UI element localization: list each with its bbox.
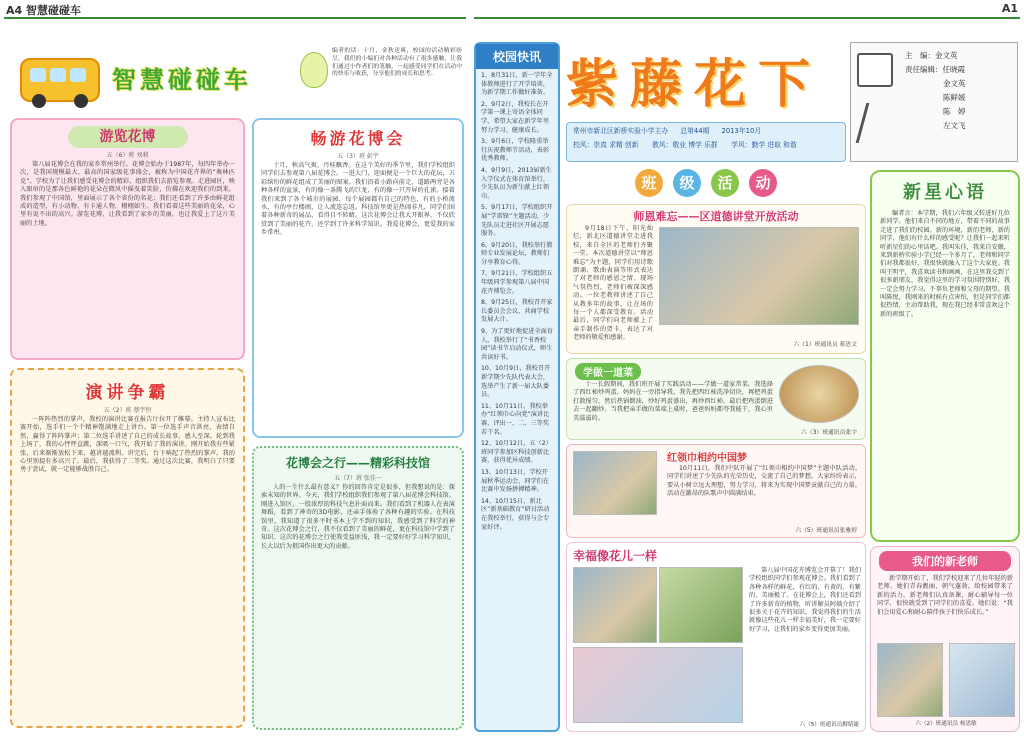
xiaoyuan-column — [474, 42, 560, 732]
banji-banner — [566, 166, 846, 200]
xinxing-article — [870, 170, 1020, 542]
banner — [20, 38, 320, 108]
xiaoyuan-item: 12、10月12日，五（2）班同学参加区科技创新比赛，获得优异成绩。 — [481, 440, 552, 465]
credits-box — [850, 42, 1018, 162]
left-page-header: A4 智慧碰碰车 — [6, 4, 81, 17]
xinlaoshi-caption: 六（2）班通讯员 杨思敏 — [915, 720, 977, 727]
xinxing-title: 新星心语 — [903, 182, 987, 203]
xiaoyuan-item: 9、为了更好地促进全面育人，我校举行了“书香校园”读书节启动仪式，师生共读好书。 — [481, 328, 553, 361]
banji-title — [635, 169, 777, 197]
xingfu-photo-2 — [659, 567, 743, 643]
article-youlan — [10, 118, 245, 360]
xingfu-article — [566, 542, 866, 732]
xiaoyuan-item: 3、9月6日，学校隆重举行庆祝教师节活动，表彰优秀教师。 — [481, 138, 550, 163]
xiaoyuan-item: 4、9月9日，2013届新生入学仪式在体育馆举行，少先队员为新生献上红领巾。 — [481, 166, 552, 200]
xingfu-photo-3 — [573, 647, 743, 723]
xinlaoshi-photo-2 — [949, 643, 1015, 717]
credits-editor-1: 金文英 — [943, 79, 966, 88]
banji-title-char: 动 — [749, 169, 777, 197]
banner-title: 智慧碰碰车 — [112, 66, 252, 94]
xinlaoshi-article — [870, 546, 1020, 732]
xiaoyuan-item: 8、9月25日，我校召开家长委员会会议，共商学校发展大计。 — [481, 299, 553, 324]
article-youlan-body: 第八届花博会在我的家乡常州举行。花博会始办于1987年，每四年举办一次，是我国规模最大、最高的国家级花事盛会，被称为中国花卉界的“奥林匹克”。学校为了让我们感受花博会的精彩，组织我们去游览参观。走进园区，映入眼帘的是那各色鲜艳的花朵在微风中摇曳着笑脸，仿佛在欢迎我们的到来。我们参观了中国馆，里面展示了各个省份的名花；我们还看到了许多由鲜花组成的造型，有小动物、有卡通人物，栩栩如生。我们看着这些美丽的花朵，心里有说不出的高兴。游览花博，让我看到了家乡的美丽，也让我爱上了这片美丽的土地。 — [20, 161, 235, 227]
hongqi-article — [566, 444, 866, 538]
article-huabo-keji — [252, 446, 464, 730]
article-huabo-keji-title: 花博会之行——精彩科技馆 — [285, 456, 430, 470]
xiaoyuan-item: 14、10月15日，新北区“新基础教育”研讨活动在我校举行，获得与会专家好评。 — [481, 497, 550, 531]
xiaoyuan-item: 6、9月20日，我校举行教师专业发展论坛，教师们分享教育心得。 — [481, 241, 553, 266]
article-huabo-keji-body: 人的一生什么最有意义？你的回答肯定是很多，但我想说的是：探索未知的世界。今天，我们学校组织我们参观了第八届花博会科技馆。刚进入馆区，一股浓厚的科技气息扑面而来。我们看到了机器人在表演舞蹈，看到了神奇的3D电影，还亲手体验了各种有趣的实验。在科技馆里，我知道了很多平时书本上学不到的知识，我感受到了科学的神奇。这次花博会之行，我不仅看到了美丽的鲜花，更在科技馆中学到了知识。这次的花博会之行使我受益匪浅，我一定要好好学习科学知识，长大以后为祖国作出更大的贡献。 — [261, 484, 455, 550]
masthead-date: 2013年10月 — [721, 127, 762, 135]
credits-chief-name: 金文英 — [935, 51, 958, 60]
hongqi-title: 红领巾相约中国梦 — [667, 453, 747, 464]
hongqi-photo — [573, 451, 657, 515]
article-changyou-byline: 五（3）班 彭宇 — [337, 153, 379, 160]
egg-mascot-icon — [300, 52, 328, 88]
shien-photo — [659, 227, 859, 325]
article-changyou-title: 畅游花博会 — [310, 129, 406, 148]
masthead-title: 紫藤花下 — [566, 54, 823, 115]
credits-chief-label: 主 编： — [905, 51, 935, 60]
article-youlan-byline: 五（6）班 刘莉 — [106, 152, 149, 159]
credits-editor-label: 责任编辑： — [905, 65, 943, 74]
xiaoyuan-item: 5、9月17日，学校组织开展“学雷锋”主题活动，少先队员走进社区开展志愿服务。 — [481, 204, 553, 238]
xiaoyuan-item: 1、8月31日，新一学年全体教师进行了开学培训，为新学期工作做好准备。 — [481, 72, 553, 97]
banji-title-char: 班 — [635, 169, 663, 197]
masthead-issue: 总第44期 — [680, 127, 710, 135]
xiaoyuan-item: 7、9月21日，学校组织五年级同学参观第八届中国花卉博览会。 — [481, 270, 553, 295]
masthead-info-bar — [566, 122, 846, 162]
hongqi-body: 10月11日，我们中队开展了“红领巾相约中国梦”主题中队活动。同学们讲述了少先队的光荣历史，交流了自己的梦想。大家纷纷表示，要从小树立远大理想，努力学习，将来为实现中国梦贡献自己的力量。活动在激昂的队歌声中圆满结束。 — [667, 465, 861, 498]
xuezuo-photo — [779, 365, 859, 423]
xinxing-body: 编者言：本学期，我们六年级又转进好几位新同学。他们来自不同的地方，带着不同的故事走进了我们的校园。新的环境，新的老师，新的同学，他们有什么样的感受呢？让我们一起来听听新星们的心里话吧。我叫朱佳，我来自安徽，来到新桥实验小学已经一个多月了，老师和同学们对我都很好，我很快就融入了这个大家庭。我叫王明宇，我喜欢读书和画画，在这里我交到了很多新朋友，我觉得这里的学习氛围特别好，我一定会努力学习，不辜负老师和父母的期望。我叫陈悦，我刚来的时候有点害怕，但是同学们都很热情，主动帮助我，现在我已经非常喜欢这个新的班级了。 — [880, 210, 1010, 318]
xuezuo-article — [566, 358, 866, 440]
bus-illustration-icon — [20, 58, 100, 102]
masthead — [566, 42, 846, 162]
xinlaoshi-photo-1 — [877, 643, 943, 717]
credits-editor-2: 陈鲜媛 — [943, 93, 966, 102]
banji-title-char: 级 — [673, 169, 701, 197]
article-youlan-title: 游览花博 — [68, 126, 188, 148]
credits-editor-4: 左文飞 — [943, 121, 966, 130]
banner-intro-box — [300, 48, 465, 120]
article-huabo-keji-byline: 五（7）班 张佳一 — [334, 475, 382, 482]
xuezuo-body: 十一长假期间，我们班开展了实践活动——学做一道家常菜。我选择了西红柿炒鸡蛋，妈妈在一旁指导我。我先把西红柿洗净切块，再把鸡蛋打散搅匀，然后热锅倒油，炒好鸡蛋盛出，再炒西红柿，最后把鸡蛋倒进去一起翻炒。当我把亲手做的菜端上桌时，爸爸妈妈都夸我能干，我心里美滋滋的。 — [573, 381, 773, 422]
xingfu-title: 幸福像花儿一样 — [573, 549, 658, 563]
xiaoyuan-item: 13、10月13日，学校开展秋季运动会，同学们在比赛中发扬拼搏精神。 — [481, 468, 550, 494]
credits-editor-3: 陈 婷 — [943, 107, 966, 116]
left-page — [0, 0, 470, 739]
right-header-rule — [474, 17, 1020, 19]
article-changyou — [252, 118, 464, 438]
xinlaoshi-body: 新学期开始了，我们学校迎来了几位年轻的新老师。她们青春靓丽、朝气蓬勃，给校园带来了新的活力。新老师们认真备课，耐心辅导每一位同学，很快就受到了同学们的喜爱。她们说：“我们会用爱心和耐心陪伴孩子们快乐成长。” — [877, 575, 1013, 616]
xiaoyuan-title: 校园快讯 — [476, 44, 558, 69]
xuezuo-byline: 六（3）班通讯员张宇 — [801, 429, 857, 436]
xingfu-body: 第八届中国花卉博览会开幕了！我们学校组织同学们参观花博会。我们看到了各种各样的鲜花，有红的、有黄的、有紫的，美丽极了。在花博会上，我们还看到了许多新奇的植物，听讲解员阿姨介绍了很多关于花卉的知识。我觉得我们的生活就像这些花儿一样幸福美好，我一定要好好学习，让我们的家乡变得更加美丽。 — [749, 567, 861, 633]
hongqi-byline: 六（5）班通讯员张雅婷 — [795, 527, 857, 534]
article-yanjiang-title: 演讲争霸 — [85, 383, 170, 403]
article-yanjiang-body: 一阵阵热烈的掌声，我校的演讲比赛在报告厅拉开了帷幕。主持人宣布比赛开始，选手们一个个精神饱满地走上讲台。第一位选手声音洪亮，表情自然，赢得了阵阵掌声；第二位选手讲述了自己的成长故事，感人至深。轮到我上场了，我的心怦怦直跳，深吸一口气，我开始了我的演讲。刚开始我有些紧张，后来渐渐放松下来，越讲越流利。讲完后，台下响起了热烈的掌声，我的心里别提有多高兴了。最后，我获得了二等奖。通过这次比赛，我明白了只要勇于尝试，就一定能够战胜自己。 — [20, 416, 235, 474]
xiaoyuan-item: 2、9月2日，我校长在开学第一课上寄语全体同学，希望大家在新学年里努力学习、健康成长。 — [481, 100, 550, 134]
shien-title: 师恩难忘——区道德讲堂开放活动 — [633, 210, 799, 223]
shien-body: 9月18日下午，阳光灿烂，新北区道德讲堂走进我校，来自全区的老师们齐聚一堂。本次道德讲堂以“师恩难忘”为主题，同学们用诗歌朗诵、歌曲表演等形式表达了对老师的感恩之情。现场气氛热烈，老师们被深深感动。一位老教师讲述了自己从教多年的故事，让在场的每一个人都深受教育。活动最后，同学们向老师献上了亲手制作的贺卡，表达了对老师的敬爱和感谢。 — [573, 225, 653, 342]
xiaoyuan-item: 10、10月9日，我校召开新学期少先队代表大会，选举产生了新一届大队委员。 — [481, 365, 551, 399]
masthead-school: 常州市新北区新桥实验小学主办 — [573, 127, 669, 135]
xinlaoshi-title: 我们的新老师 — [879, 551, 1011, 571]
left-header-rule — [4, 17, 466, 19]
banji-title-char: 活 — [711, 169, 739, 197]
article-yanjiang-byline: 五（2）班 蔡宇恒 — [103, 407, 152, 414]
article-changyou-body: 十月，秋高气爽，丹桂飘香。在这个美好的季节里，我们学校组织同学们去参观第八届花博会。一进大门，迎面便是一个巨大的花坛，五彩缤纷的鲜花组成了美丽的图案。我们沿着小路向前走，道路两旁是各种各样的盆景，有的像一条腾飞的巨龙，有的像一只开屏的孔雀。接着我们来到了各个城市的展园，每个展园都有自己的特色，有的小桥流水，有的亭台楼阁，让人流连忘返。科技馆里更是热闹非凡，同学们围着各种新奇的展品，看得目不转睛。这次花博会让我大开眼界，不仅欣赏到了美丽的花卉，还学到了许多科学知识。我爱花博会，更爱我的家乡常州。 — [261, 162, 455, 237]
masthead-motto: 校风：崇真 求精 创新 教风：敬业 博学 乐群 学风：勤学 进取 和谐 — [573, 141, 797, 149]
shien-article — [566, 204, 866, 354]
xiaoyuan-item: 11、10月11日，我校举办“红领巾心向党”演讲比赛，评出一、二、三等奖若干名。 — [481, 402, 550, 436]
xingfu-byline: 六（5）班通讯员解婧婕 — [799, 721, 859, 728]
credits-editor-0: 任晓霞 — [942, 65, 965, 74]
xingfu-photo-1 — [573, 567, 657, 643]
xiaoyuan-list — [476, 69, 558, 538]
xuezuo-title: 学做一道菜 — [575, 363, 641, 380]
banner-intro-text: 编者的话：十月，金秋送爽，校园的活动精彩纷呈，我们的小编们对各种活动有了很多感触，让我们通过小作者们的笔触，一起感受同学们在活动中的快乐与收获，分享他们的成长和思考。 — [332, 48, 462, 78]
article-yanjiang — [10, 368, 245, 728]
quill-illustration-icon — [856, 103, 897, 143]
shien-byline: 六（1）班通讯员 蒋思文 — [793, 341, 857, 348]
book-illustration-icon — [857, 53, 893, 87]
right-page — [470, 0, 1024, 739]
right-page-header: A1 — [1001, 2, 1018, 15]
